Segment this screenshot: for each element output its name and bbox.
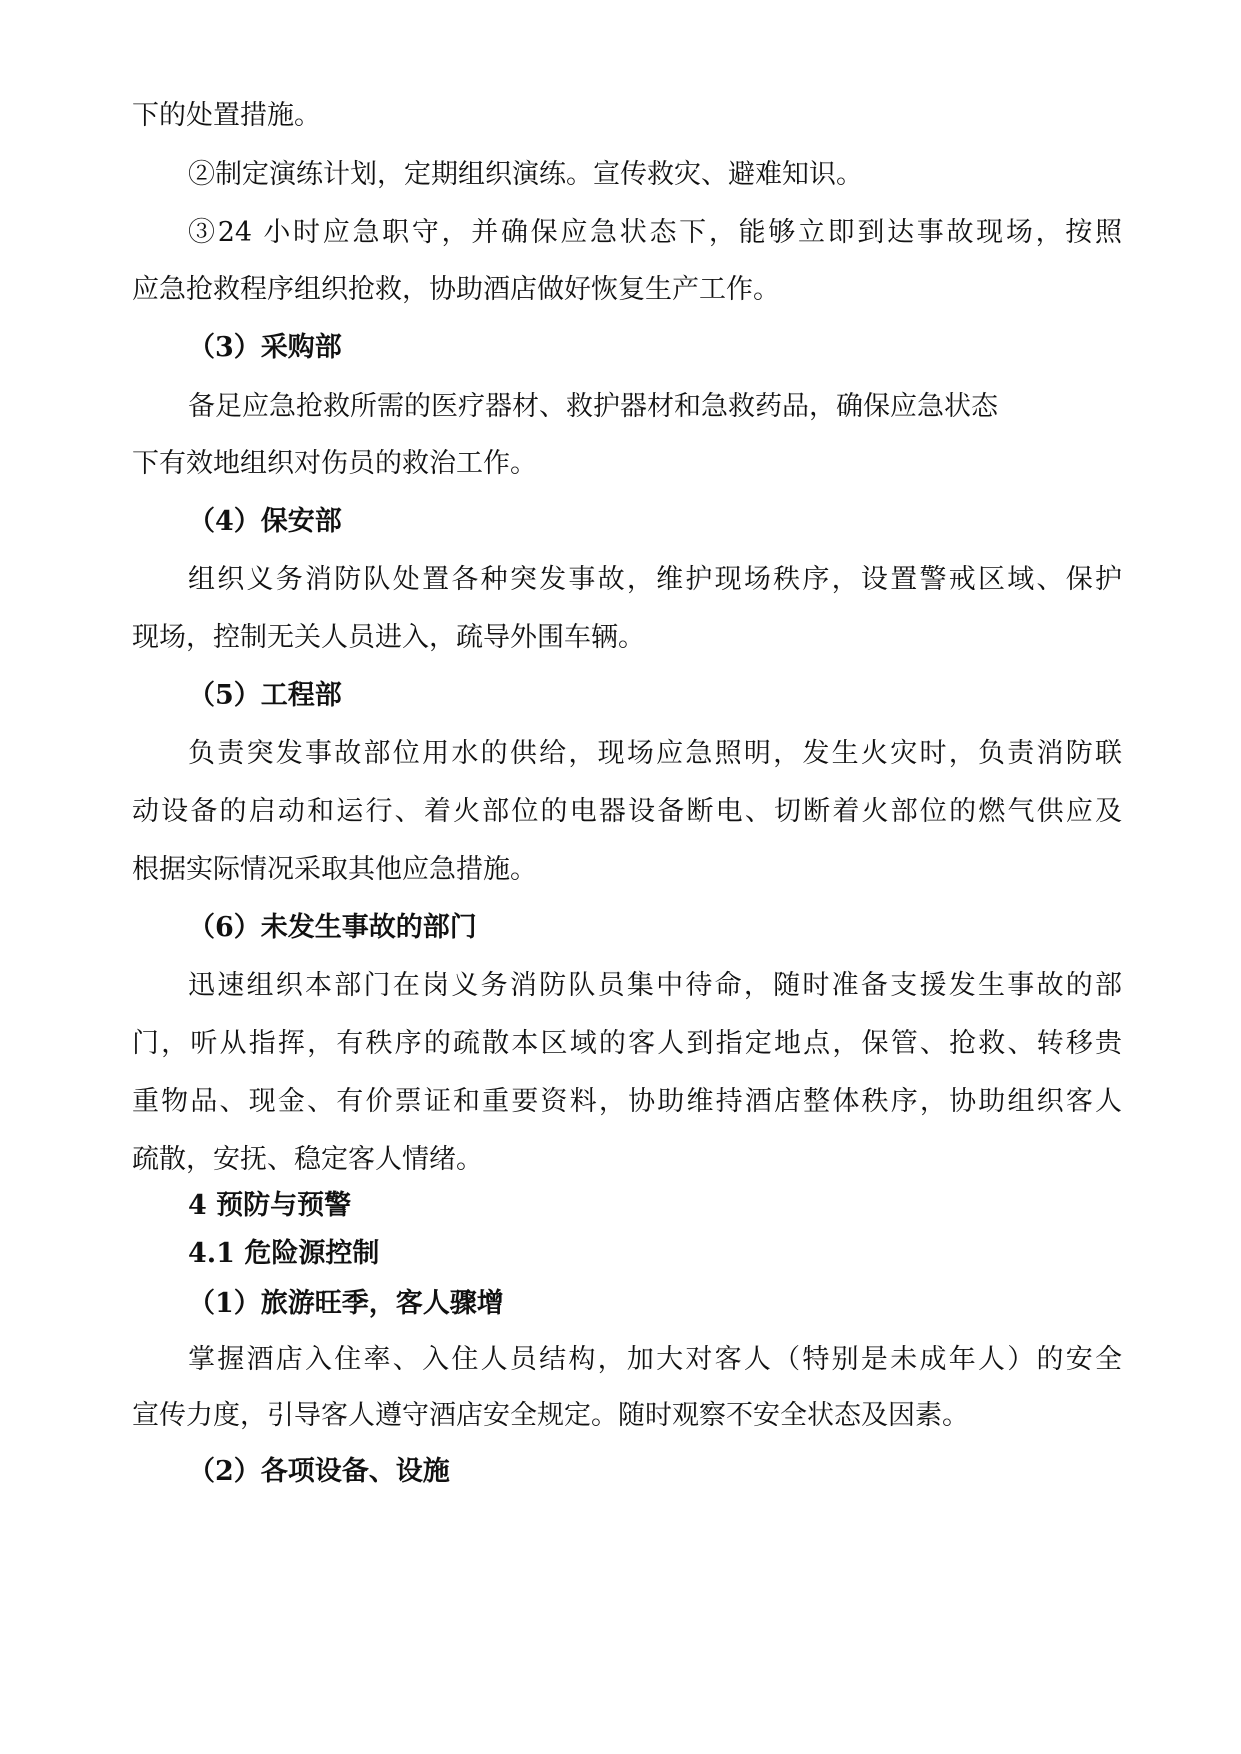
section-heading: （1）旅游旺季，客人骤增 xyxy=(188,1288,504,1319)
body-text-line: 现场，控制无关人员进入，疏导外围车辆。 xyxy=(132,622,645,653)
section-heading: （5）工程部 xyxy=(188,680,342,711)
body-text-line: 宣传力度，引导客人遵守酒店安全规定。随时观察不安全状态及因素。 xyxy=(132,1400,969,1431)
body-text-line: 备足应急抢救所需的医疗器材、救护器材和急救药品，确保应急状态 xyxy=(188,391,998,422)
body-text-line: 应急抢救程序组织抢救，协助酒店做好恢复生产工作。 xyxy=(132,274,780,305)
body-text-line: ②制定演练计划，定期组织演练。宣传救灾、避难知识。 xyxy=(188,159,863,190)
body-text-line: ③24 小时应急职守，并确保应急状态下，能够立即到达事故现场，按照 xyxy=(188,217,1122,248)
body-text-line: 动设备的启动和运行、着火部位的电器设备断电、切断着火部位的燃气供应及 xyxy=(132,796,1122,827)
body-text-line: 迅速组织本部门在岗义务消防队员集中待命，随时准备支援发生事故的部 xyxy=(188,970,1122,1001)
section-heading: （3）采购部 xyxy=(188,332,342,363)
body-text-line: 组织义务消防队处置各种突发事故，维护现场秩序，设置警戒区域、保护 xyxy=(188,564,1122,595)
body-text-line: 掌握酒店入住率、入住人员结构，加大对客人（特别是未成年人）的安全 xyxy=(188,1344,1122,1375)
body-text-line: 门，听从指挥，有秩序的疏散本区域的客人到指定地点，保管、抢救、转移贵 xyxy=(132,1028,1122,1059)
body-text-line: 根据实际情况采取其他应急措施。 xyxy=(132,854,537,885)
chapter-heading: 4 预防与预警 xyxy=(188,1190,352,1221)
body-text-line: 下的处置措施。 xyxy=(132,100,321,131)
section-heading: （4）保安部 xyxy=(188,506,342,537)
section-heading: （6）未发生事故的部门 xyxy=(188,912,477,943)
subsection-heading: 4.1 危险源控制 xyxy=(188,1238,380,1269)
body-text-line: 负责突发事故部位用水的供给，现场应急照明，发生火灾时，负责消防联 xyxy=(188,738,1122,769)
section-heading: （2）各项设备、设施 xyxy=(188,1456,450,1487)
body-text-line: 疏散，安抚、稳定客人情绪。 xyxy=(132,1144,483,1175)
body-text-line: 重物品、现金、有价票证和重要资料，协助维持酒店整体秩序，协助组织客人 xyxy=(132,1086,1122,1117)
body-text-line: 下有效地组织对伤员的救治工作。 xyxy=(132,448,537,479)
